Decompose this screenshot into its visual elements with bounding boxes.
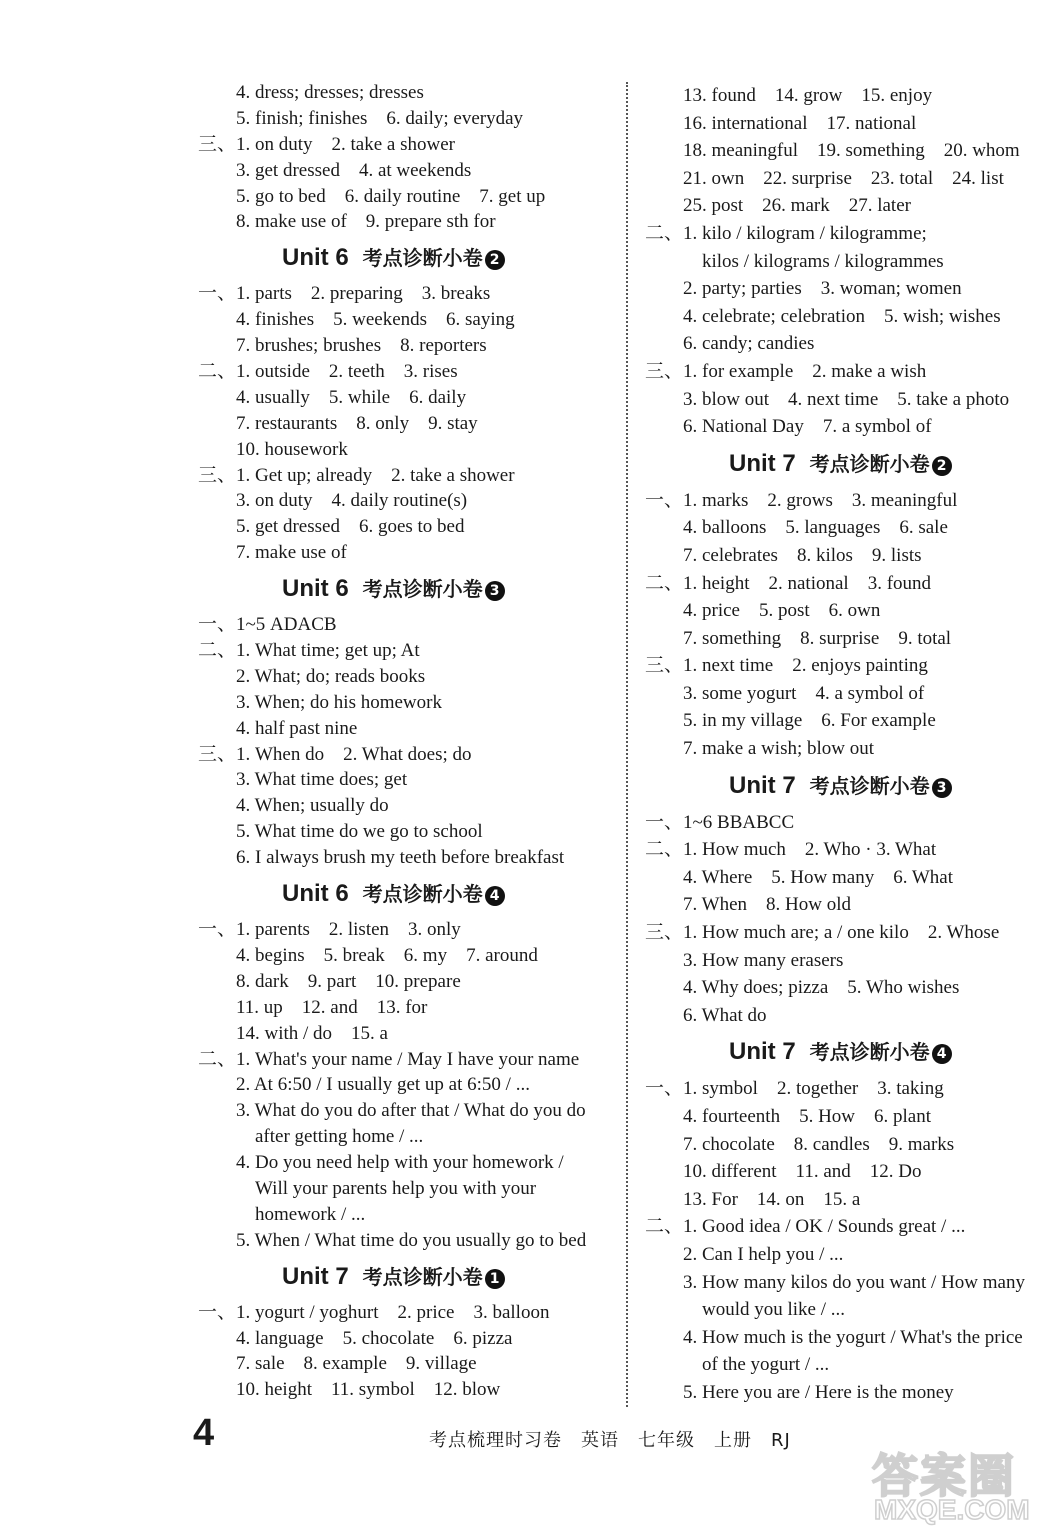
- answer-line: 4. begins 5. break 6. my 7. around: [198, 944, 538, 966]
- answer-line: 10. height 11. symbol 12. blow: [198, 1379, 501, 1401]
- unit-label: Unit 6: [282, 880, 349, 908]
- answer-line: 3. How many kilos do you want / How many: [645, 1271, 1025, 1293]
- unit-label: Unit 7: [282, 1262, 349, 1290]
- unit-label: Unit 6: [282, 575, 349, 603]
- answer-line: 3. some yogurt 4. a symbol of: [645, 682, 925, 704]
- answer-line: 5. What time do we go to school: [198, 821, 483, 843]
- answer-line: 4. celebrate; celebration 5. wish; wishes: [645, 305, 1001, 327]
- answer-line: 7. celebrates 8. kilos 9. lists: [645, 544, 922, 566]
- quiz-title: 考点诊断小卷: [362, 577, 483, 602]
- answer-line: 3. get dressed 4. at weekends: [198, 159, 472, 181]
- answer-line: 7. restaurants 8. only 9. stay: [198, 412, 478, 434]
- answer-line: 7. make a wish; blow out: [645, 738, 875, 760]
- quiz-number-badge: 4: [485, 886, 505, 906]
- answer-line: 一、1. yogurt / yoghurt 2. price 3. balloon: [198, 1301, 550, 1323]
- section-heading: [198, 871, 613, 917]
- answer-line: 5. in my village 6. For example: [645, 710, 936, 732]
- answer-line: 10. different 11. and 12. Do: [645, 1161, 922, 1183]
- quiz-number-badge: 1: [485, 1269, 505, 1289]
- answer-line: 3. What do you do after that / What do you do: [198, 1100, 586, 1122]
- answer-line: 二、1. height 2. national 3. found: [645, 572, 932, 594]
- answer-line: 4. balloons 5. languages 6. sale: [645, 517, 948, 539]
- section-heading: [198, 1254, 613, 1300]
- answer-line: 二、1. Good idea / OK / Sounds great / ...: [645, 1216, 966, 1238]
- answer-line: 3. on duty 4. daily routine(s): [198, 490, 468, 512]
- section-heading: [198, 566, 613, 612]
- answer-line: 4. How much is the yogurt / What's the price: [645, 1326, 1023, 1348]
- quiz-title: 考点诊断小卷: [809, 773, 930, 798]
- watermark-logo: [868, 1440, 1038, 1526]
- answer-line: would you like / ...: [645, 1299, 846, 1321]
- answer-line: 5. finish; finishes 6. daily; everyday: [198, 107, 524, 129]
- answer-line: Will your parents help you with your: [198, 1177, 537, 1199]
- answer-line: 一、1~6 BBABCC: [645, 811, 795, 833]
- quiz-number-badge: 3: [932, 778, 952, 798]
- answer-line: 13. found 14. grow 15. enjoy: [645, 85, 933, 106]
- quiz-title: 考点诊断小卷: [809, 1040, 930, 1065]
- answer-line: 三、1. next time 2. enjoys painting: [645, 655, 928, 677]
- answer-line: 2. party; parties 3. woman; women: [645, 278, 962, 300]
- answer-line: 4. usually 5. while 6. daily: [198, 386, 467, 408]
- right-answer-column: [645, 82, 1045, 1407]
- quiz-number-badge: 2: [932, 456, 952, 476]
- answer-line: 一、1. parents 2. listen 3. only: [198, 919, 461, 941]
- answer-line: 3. How many erasers: [645, 949, 844, 971]
- answer-line: of the yogurt / ...: [645, 1354, 830, 1376]
- answer-line: 2. At 6:50 / I usually get up at 6:50 / ...: [198, 1074, 530, 1096]
- answer-line: 3. blow out 4. next time 5. take a photo: [645, 388, 1010, 410]
- answer-line: 4. dress; dresses; dresses: [198, 82, 424, 103]
- answer-line: 4. fourteenth 5. How 6. plant: [645, 1106, 932, 1127]
- answer-line: 4. language 5. chocolate 6. pizza: [198, 1327, 513, 1349]
- unit-label: Unit 7: [729, 771, 796, 799]
- answer-line: 一、1. marks 2. grows 3. meaningful: [645, 489, 958, 511]
- answer-line: 4. half past nine: [198, 717, 358, 739]
- answer-line: 6. National Day 7. a symbol of: [645, 416, 932, 438]
- answer-line: 4. finishes 5. weekends 6. saying: [198, 309, 515, 331]
- section-heading: [645, 1029, 1045, 1075]
- quiz-number-badge: 4: [932, 1044, 952, 1064]
- quiz-title: 考点诊断小卷: [809, 451, 930, 476]
- answer-line: 7. When 8. How old: [645, 894, 851, 916]
- answer-line: 4. When; usually do: [198, 795, 389, 817]
- watermark-url: MXQE.COM: [874, 1494, 1030, 1525]
- answer-line: 二、1. kilo / kilogram / kilogramme;: [645, 222, 927, 244]
- answer-line: 4. Where 5. How many 6. What: [645, 866, 953, 888]
- quiz-number-badge: 3: [485, 581, 505, 601]
- answer-line: 7. brushes; brushes 8. reporters: [198, 335, 487, 357]
- answer-line: kilos / kilograms / kilogrammes: [645, 250, 944, 272]
- answer-line: 16. international 17. national: [645, 112, 917, 134]
- answer-line: 6. I always brush my teeth before breakfast: [198, 847, 565, 869]
- answer-line: 二、1. What's your name / May I have your name: [198, 1048, 580, 1070]
- answer-line: 三、1. When do 2. What does; do: [198, 743, 472, 765]
- answer-line: 25. post 26. mark 27. later: [645, 195, 911, 217]
- answer-line: 一、1. parts 2. preparing 3. breaks: [198, 283, 491, 305]
- answer-line: 6. What do: [645, 1004, 767, 1026]
- quiz-title: 考点诊断小卷: [362, 882, 483, 907]
- answer-line: 二、1. What time; get up; At: [198, 640, 420, 662]
- answer-line: 二、1. outside 2. teeth 3. rises: [198, 361, 458, 383]
- unit-label: Unit 7: [729, 449, 796, 477]
- answer-line: 14. with / do 15. a: [198, 1022, 388, 1044]
- answer-line: 一、1. symbol 2. together 3. taking: [645, 1078, 944, 1100]
- answer-line: 三、1. How much are; a / one kilo 2. Whose: [645, 922, 1000, 944]
- answer-line: 2. Can I help you / ...: [645, 1243, 844, 1265]
- answer-line: 11. up 12. and 13. for: [198, 996, 428, 1018]
- answer-line: homework / ...: [198, 1203, 366, 1225]
- answer-line: 三、1. Get up; already 2. take a shower: [198, 464, 515, 486]
- answer-line: 7. chocolate 8. candles 9. marks: [645, 1133, 955, 1155]
- answer-line: 5. get dressed 6. goes to bed: [198, 516, 465, 538]
- answer-line: 3. When; do his homework: [198, 691, 442, 713]
- section-heading: [645, 763, 1045, 809]
- answer-line: 5. When / What time do you usually go to bed: [198, 1229, 587, 1251]
- answer-line: after getting home / ...: [198, 1126, 424, 1148]
- answer-line: 8. dark 9. part 10. prepare: [198, 970, 461, 992]
- answer-line: 7. something 8. surprise 9. total: [645, 627, 952, 649]
- column-divider: [626, 82, 628, 1407]
- answer-line: 18. meaningful 19. something 20. whom: [645, 140, 1020, 162]
- answer-line: 一、1~5 ADACB: [198, 614, 337, 636]
- unit-label: Unit 7: [729, 1038, 796, 1066]
- section-heading: [645, 441, 1045, 487]
- answer-line: 三、1. for example 2. make a wish: [645, 360, 927, 382]
- answer-line: 10. housework: [198, 438, 348, 460]
- answer-line: 6. candy; candies: [645, 333, 815, 355]
- answer-line: 8. make use of 9. prepare sth for: [198, 211, 496, 233]
- page-footer: [193, 1412, 893, 1458]
- answer-line: 21. own 22. surprise 23. total 24. list: [645, 167, 1004, 189]
- answer-line: 7. make use of: [198, 542, 347, 564]
- answer-line: 3. What time does; get: [198, 769, 408, 791]
- answer-line: 三、1. on duty 2. take a shower: [198, 133, 455, 155]
- answer-line: 2. What; do; reads books: [198, 665, 426, 687]
- answer-line: 13. For 14. on 15. a: [645, 1188, 861, 1210]
- answer-line: 7. sale 8. example 9. village: [198, 1353, 477, 1375]
- left-answer-column: [198, 80, 613, 1403]
- footer-book-title: 考点梳理时习卷 英语 七年级 上册 RJ: [429, 1430, 791, 1451]
- quiz-title: 考点诊断小卷: [362, 1264, 483, 1289]
- answer-line: 5. Here you are / Here is the money: [645, 1381, 954, 1403]
- answer-line: 5. go to bed 6. daily routine 7. get up: [198, 185, 546, 207]
- page-number: 4: [193, 1412, 215, 1454]
- answer-line: 二、1. How much 2. Who · 3. What: [645, 839, 937, 861]
- watermark-text: 答案圈: [872, 1449, 1016, 1503]
- answer-line: 4. price 5. post 6. own: [645, 600, 881, 622]
- unit-label: Unit 6: [282, 244, 349, 272]
- answer-line: 4. Do you need help with your homework /: [198, 1152, 564, 1174]
- section-heading: [198, 235, 613, 281]
- quiz-number-badge: 2: [485, 250, 505, 270]
- answer-line: 4. Why does; pizza 5. Who wishes: [645, 977, 960, 999]
- quiz-title: 考点诊断小卷: [362, 246, 483, 271]
